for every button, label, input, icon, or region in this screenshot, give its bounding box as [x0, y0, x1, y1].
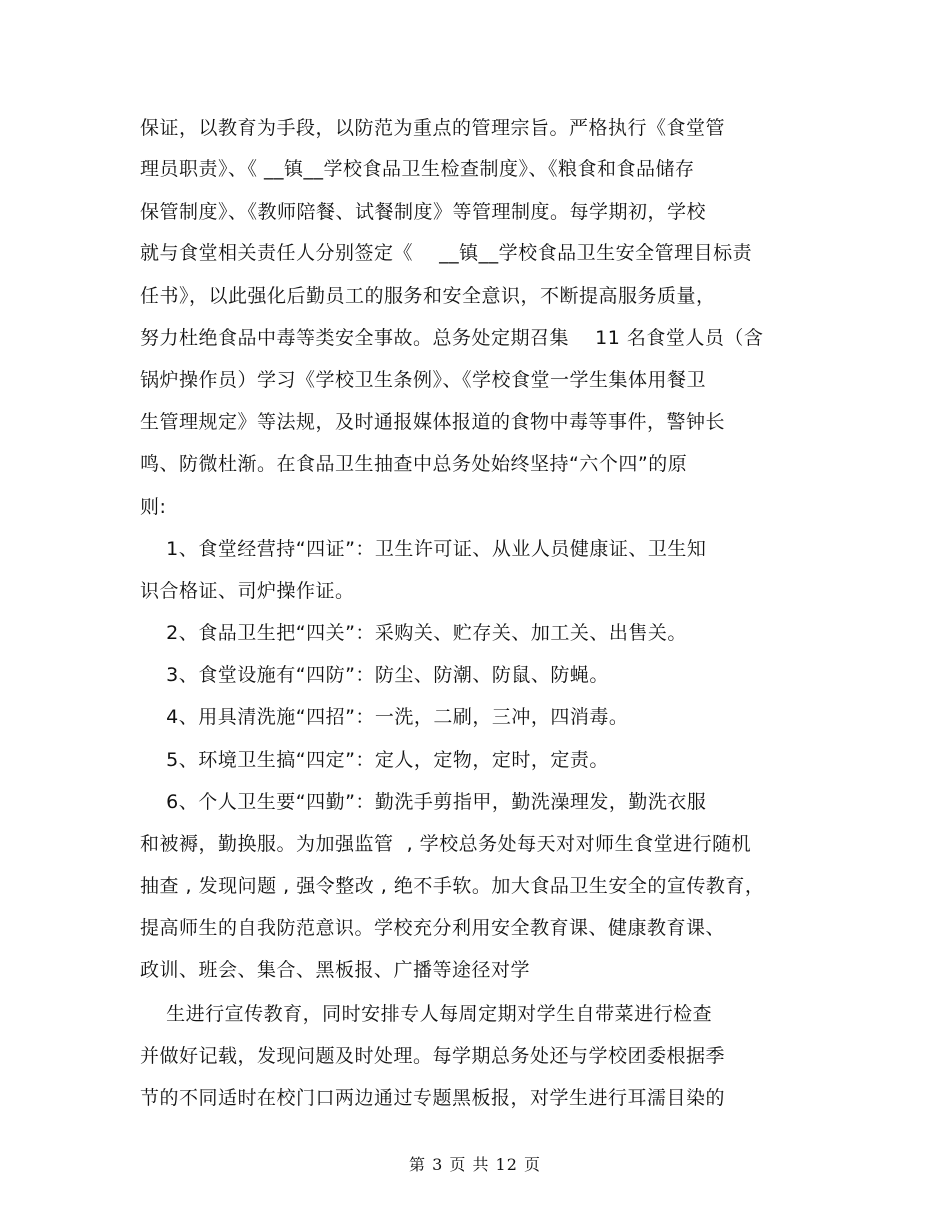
text-line: 提高师生的自我防范意识。学校充分利用安全教育课、健康教育课、: [140, 917, 726, 939]
text-line: 任书》，以此强化后勤员工的服务和安全意识，不断提高服务质量，: [140, 285, 716, 307]
text-line: 鸣、防微杜渐。在食品卫生抽查中总务处始终坚持“六个四”的原: [140, 453, 688, 475]
text-line: 节的不同适时在校门口两边通过专题黑板报，对学生进行耳濡目染的: [140, 1087, 726, 1109]
text-line: 政训、班会、集合、黑板报、广播等途径对学: [140, 959, 531, 981]
text-line: 则:: [140, 496, 167, 518]
text-line: 生管理规定》等法规，及时通报媒体报道的食物中毒等事件，警钟长: [140, 411, 726, 433]
text-line: 生进行宣传教育，同时安排专人每周定期对学生自带菜进行检查: [140, 1003, 713, 1025]
list-item: 4、用具清洗施“四招”：一洗，二刷，三冲，四消毒。: [140, 706, 629, 728]
text-line: 保管制度》、《教师陪餐、试餐制度》等管理制度。每学期初，学校: [140, 201, 707, 223]
list-item: 6、个人卫生要“四勤”：勤洗手剪指甲，勤洗澡理发，勤洗衣服: [140, 791, 707, 813]
text-line: 理员职责》、《 __镇__学校食品卫生检查制度》、《粮食和食品储存: [140, 158, 695, 180]
list-item: 3、食堂设施有“四防”：防尘、防潮、防鼠、防蝇。: [140, 664, 609, 686]
text-line: 就与食堂相关责任人分别签定《 __镇__学校食品卫生安全管理目标责: [140, 242, 753, 264]
text-line: 保证，以教育为手段，以防范为重点的管理宗旨。严格执行《食堂管: [140, 117, 726, 139]
text-line: 努力杜绝食品中毒等类安全事故。总务处定期召集 11 名食堂人员（含: [140, 327, 764, 349]
text-line: 锅炉操作员）学习《学校卫生条例》、《学校食堂一学生集体用餐卫: [140, 369, 707, 391]
text-line: 和被褥，勤换服。为加强监管 , 学校总务处每天对对师生食堂进行随机: [140, 833, 752, 855]
list-item: 1、食堂经营持“四证”：卫生许可证、从业人员健康证、卫生知: [140, 538, 707, 560]
text-line: 并做好记载，发现问题及时处理。每学期总务处还与学校团委根据季: [140, 1045, 726, 1067]
page-number: 第 3 页 共 12 页: [409, 1155, 541, 1174]
text-line: 抽查 , 发现问题 , 强令整改 , 绝不手软。加大食品卫生安全的宣传教育，: [140, 875, 765, 897]
list-item: 5、环境卫生搞“四定”：定人，定物，定时，定责。: [140, 749, 609, 771]
list-item: 2、食品卫生把“四关”：采购关、贮存关、加工关、出售关。: [140, 622, 687, 644]
text-line: 识合格证、司炉操作证。: [140, 580, 355, 602]
